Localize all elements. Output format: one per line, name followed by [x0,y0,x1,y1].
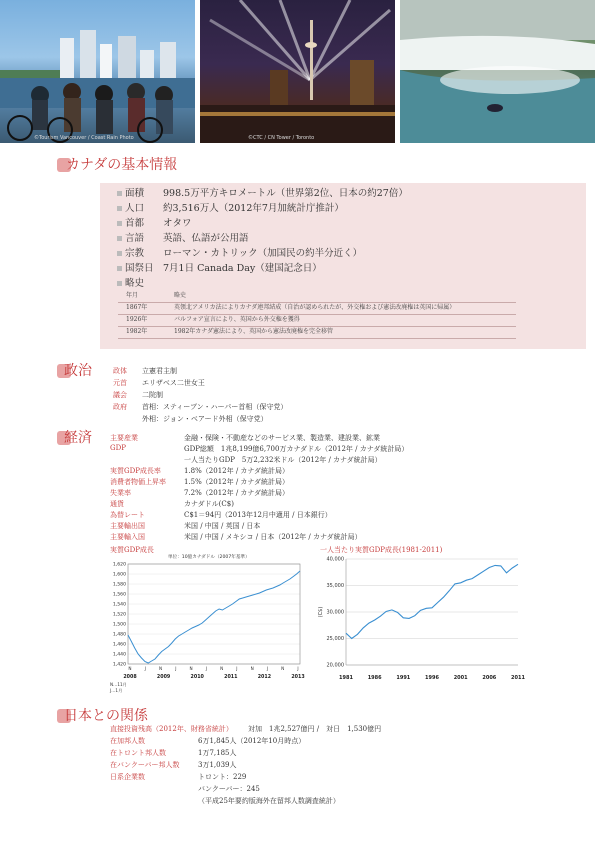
per-capita-line-chart [316,553,528,693]
politics-label: 政体 [113,367,127,375]
gdp-y-tick: 1,440 [112,652,126,658]
japan-value: バンクーバー：245 [198,785,260,793]
japan-label: 在トロント邦人数 [110,749,166,757]
japan-value: 3万1,039人 [198,761,237,769]
toronto-photo [200,0,395,143]
per-capita-x-tick: 2011 [511,675,525,681]
japan-label: 日系企業数 [110,773,145,781]
photo-credit: ©Tourism Vancouver / Coast Rain Photo [34,135,134,141]
economy-label: GDP [110,444,126,452]
gdp-x-subtick: J [144,666,146,671]
economy-value: カナダドル(C$) [184,500,234,508]
economy-value: 1.8%（2012年 / カナダ統計局） [184,467,290,475]
per-capita-y-tick: 30,000 [326,609,344,616]
history-divider [118,338,516,339]
economy-value: 7.2%（2012年 / カナダ統計局） [184,489,290,497]
gdp-x-subtick: N [250,666,254,671]
history-row: 1982年 1982年カナダ憲法により、英国から憲法改廃権を完全移管 [126,328,333,335]
vancouver-photo-art [0,0,195,143]
photo-credit: ©CTC / CN Tower / Toronto [248,135,315,141]
per-capita-x-tick: 1991 [396,675,411,681]
politics-value: 二院制 [142,391,163,399]
gdp-y-tick: 1,520 [112,612,126,618]
economy-label: 通貨 [110,500,124,508]
gdp-x-tick: 2012 [257,675,272,680]
japan-relation-title: 日本との関係 [64,708,148,724]
per-capita-y-tick: 40,000 [326,556,344,563]
gdp-x-tick: 2011 [224,675,238,680]
gdp-x-subtick: N [220,666,224,671]
japan-value: トロント：229 [198,773,247,781]
economy-label: 主要産業 [110,434,138,442]
basic-row: 国祭日 7月1日 Canada Day（建国記念日） [117,260,322,274]
japan-label: 在バンクーバー邦人数 [110,761,180,769]
economy-label: 失業率 [110,489,131,497]
gdp-x-subtick: J [175,666,177,671]
gdp-x-subtick: J [205,666,207,671]
basic-row: 面積 998.5万平方キロメートル（世界第2位、日本の約27倍） [117,185,408,199]
basic-row: 略史 [117,275,163,289]
economy-value: GDP総額 1兆8,199億6,700万カナダドル（2012年 / カナダ統計局） [184,445,409,453]
politics-value: 立憲君主制 [142,367,177,375]
per-capita-x-tick: 1986 [367,675,382,681]
politics-value: エリザベス二世女王 [142,379,205,387]
basic-row: 言語 英語、仏語が公用語 [117,230,249,244]
per-capita-y-tick: 25,000 [326,636,344,643]
politics-value: 外相：ジョン・ベアード外相（保守党） [142,415,268,423]
basic-info-title: カナダの基本情報 [66,157,178,173]
japan-value: （平成25年要約版海外在留邦人数調査統計） [198,797,340,805]
header-photos [0,0,595,143]
basic-row: 首都 オタワ [117,215,192,229]
basic-row: 宗教 ローマン・カトリック（加国民の約半分近く） [117,245,362,259]
niagara-photo-art [400,0,595,143]
politics-label: 議会 [113,391,127,399]
gdp-footnote: N…11月 [110,682,127,687]
economy-value: 1.5%（2012年 / カナダ統計局） [184,478,290,486]
per-capita-x-tick: 1981 [339,675,353,681]
gdp-x-subtick: N [128,666,132,671]
gdp-series-line [128,571,300,663]
gdp-y-tick: 1,600 [112,572,126,578]
toronto-photo-art [200,0,395,143]
per-capita-y-tick: 35,000 [326,583,344,590]
gdp-x-subtick: J [236,666,238,671]
per-capita-x-tick: 1996 [425,675,439,681]
basic-row: 人口 約3,516万人（2012年7月加統計庁推計） [117,200,344,214]
economy-value: C$1＝94円（2013年12月中適用 / 日本銀行） [184,511,332,519]
gdp-x-subtick: J [297,666,299,671]
japan-value: 1万7,185人 [198,749,237,757]
economy-label: 消費者物価上昇率 [110,478,166,486]
economy-label: 実質GDP成長率 [110,467,161,475]
economy-value: 米国 / 中国 / 英国 / 日本 [184,522,261,530]
gdp-y-tick: 1,580 [112,582,126,588]
gdp-x-subtick: N [158,666,163,671]
history-header-year: 年月 [126,292,139,299]
politics-label: 政府 [113,403,127,411]
gdp-chart-title: 単位：10億カナダドル（2007年基準） [168,555,250,560]
gdp-y-tick: 1,560 [112,592,126,598]
gdp-x-tick: 2010 [190,675,204,680]
gdp-chart-caption: 実質GDP成長 [110,546,154,554]
japan-value: 対加 1兆2,527億円 / 対日 1,530億円 [248,725,382,733]
economy-label: 為替レート [110,511,145,519]
gdp-x-subtick: J [266,666,269,671]
per-capita-y-tick: 20,000 [326,662,344,669]
gdp-x-tick: 2013 [291,675,305,680]
niagara-photo [400,0,595,143]
history-row: 1867年 英領北アメリカ法によりカナダ連邦結成（自治が認められたが、外交権および憲法改廃権は英国に帰属） [126,304,456,311]
gdp-y-tick: 1,620 [112,562,126,568]
gdp-y-tick: 1,460 [112,642,126,648]
gdp-x-tick: 2009 [156,675,171,680]
economy-value: 一人当たりGDP 5万2,232米ドル（2012年 / カナダ統計局） [184,456,382,464]
gdp-footnote: J…1月 [110,688,123,693]
economy-title: 経済 [64,430,92,446]
gdp-x-subtick: N [189,666,193,671]
politics-label: 元首 [113,379,127,387]
history-row: 1926年 バルフォア宣言により、英国から外交権を獲得 [126,316,300,323]
japan-value: 6万1,845人（2012年10月時点） [198,737,306,745]
per-capita-x-tick: 2006 [482,675,497,681]
gdp-x-subtick: N [281,666,285,671]
economy-label: 主要輸出国 [110,522,145,530]
gdp-y-tick: 1,500 [112,622,126,628]
japan-label: 直接投資残高（2012年、財務省統計） [110,725,233,733]
japan-label: 在加邦人数 [110,737,145,745]
per-capita-y-label: (C$) [318,606,324,618]
economy-value: 米国 / 中国 / メキシコ / 日本（2012年 / カナダ統計局） [184,533,362,541]
gdp-y-tick: 1,420 [112,662,126,668]
politics-title: 政治 [64,363,92,379]
per-capita-x-tick: 2001 [453,675,468,681]
gdp-y-tick: 1,540 [112,602,126,608]
gdp-x-tick: 2008 [123,675,137,680]
economy-value: 金融・保険・不動産などのサービス業、製造業、建設業、鉱業 [184,434,380,442]
per-capita-chart-caption: 一人当たり実質GDP成長(1981-2011) [320,546,443,554]
history-header-text: 略史 [174,292,187,299]
per-capita-series-line [346,564,518,638]
gdp-y-tick: 1,480 [112,632,126,638]
history-header [118,290,516,302]
economy-label: 主要輸入国 [110,533,145,541]
politics-value: 首相：スティーブン・ハーパー首相（保守党） [142,403,288,411]
gdp-line-chart [104,550,308,700]
vancouver-photo [0,0,195,143]
